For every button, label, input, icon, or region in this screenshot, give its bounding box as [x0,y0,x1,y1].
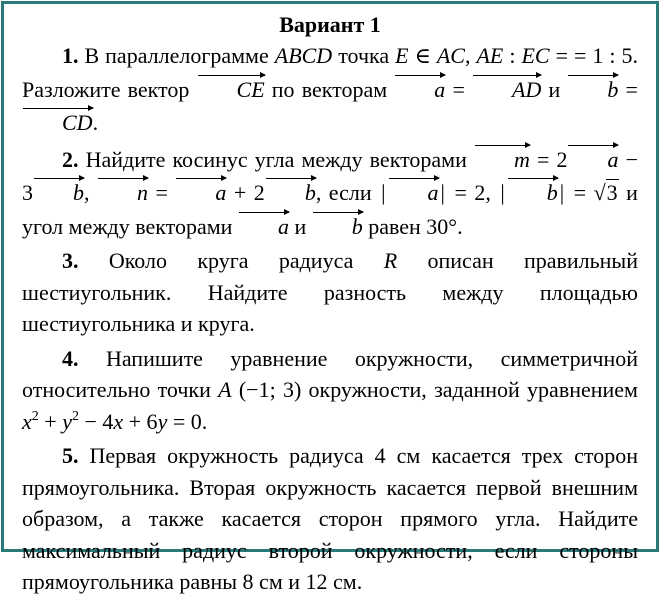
vector-b: b [507,175,558,209]
vector-a: a [394,72,445,106]
problem-number: 2. [62,146,79,172]
vector-a: a [238,209,289,243]
vector-b: b [312,209,363,243]
problem-3: 3. Около круга радиуса R описан правильный шестиугольник. Найдите разность между площадью шестиугольника и круга. [22,248,638,336]
vector-ad: AD [472,72,541,106]
variant-card [1,1,659,594]
vector-b: b [567,72,618,106]
vector-a: a [388,175,439,209]
variant-title: Вариант 1 [279,12,381,37]
abs-bar: | [440,180,445,205]
problem-2: 2. Найдите косинус угла между векторами m = 2 a − 3 b, n = a + 2 b, если | a| = 2, | b| = √3 и угол между векторами a и b равен 30°. [22,142,638,243]
abs-bar: | [381,180,386,205]
vector-n: n [97,175,148,209]
sqrt-symbol: √ [593,180,606,205]
problem-number: 4. [62,345,79,371]
vector-cd: CD [22,105,93,139]
problem-number: 5. [62,443,79,468]
abs-bar: | [559,180,565,205]
abs-bar: | [500,180,505,205]
vector-a: a [567,142,618,176]
problem-number: 1. [62,43,79,68]
vector-b: b [265,175,316,209]
vector-ce: CE [197,72,265,106]
vector-b: b [33,175,84,209]
problem-number: 3. [62,248,79,273]
sqrt-value: 3 [606,180,618,205]
problem-1: 1. В параллелограмме ABCD точка E ∈ AC, AE : EC = = 1 : 5. Разложите вектор CE по векторам a = AD и b = CD. [22,40,638,139]
problem-5: 5. Первая окружность радиуса 4 см касается трех сторон прямоугольника. Вторая окружность касается первой внешним образом, а также касается сторон прямого угла. Найдите максимальный радиус второй окружности, если стороны прямоугольника равны 8 см и 12 см. [22,443,638,594]
problem-4: 4. Напишите уравнение окружности, симметричной относительно точки A (−1; 3) окружности, заданной уравнением $x^2 + y^2 - 4x + 6y = 0$. [22,345,638,434]
vector-m: m [474,142,530,176]
vector-a: a [175,175,226,209]
